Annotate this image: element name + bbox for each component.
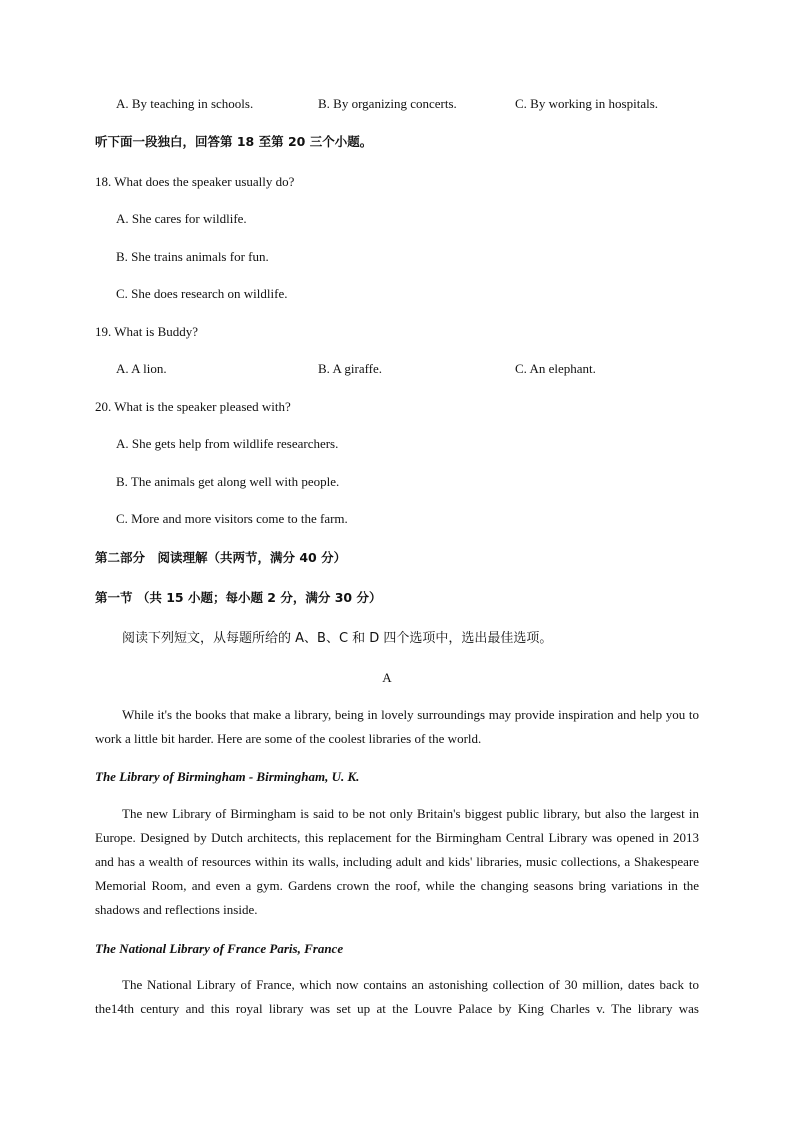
q18-option-b: B. She trains animals for fun. <box>116 249 269 264</box>
q17-option-b: B. By organizing concerts. <box>318 96 457 111</box>
passage-para-birmingham: The new Library of Birmingham is said to be not only Britain's biggest public library, but also the largest in Europe. Designed by Dutch architects, this replacement for the Birmingham Central Library was opened in 2013 and has a wealth of resources within its walls, including adult and kids' libraries, music collections, a Shakespeare Memorial Room, and even a gym. Gardens crown the roof, while the changing seasons bring variations in the shadows and reflections inside. <box>95 806 699 917</box>
q19-question: 19. What is Buddy? <box>95 324 199 339</box>
reading-instruction: 阅读下列短文，从每题所给的 A、B、C 和 D 四个选项中，选出最佳选项。 <box>122 631 553 646</box>
passage-intro: While it's the books that make a library, being in lovely surroundings may provide inspiration and help you to work a little bit harder. Here are some of the coolest libraries of the world. <box>95 707 699 746</box>
part2-title: 第二部分 阅读理解（共两节，满分 40 分） <box>95 550 347 565</box>
section1-title: 第一节 （共 15 小题；每小题 2 分，满分 30 分） <box>95 590 382 605</box>
monologue-instruction: 听下面一段独白，回答第 18 至第 20 三个小题。 <box>95 134 373 149</box>
q20-option-b: B. The animals get along well with people. <box>116 474 340 489</box>
passage-para-france: The National Library of France, which now contains an astonishing collection of 30 million, dates back to the14th century and this royal library was set up at the Louvre Palace by King Charles v. The library was <box>95 977 699 1016</box>
q19-option-b: B. A giraffe. <box>318 361 383 376</box>
q19-option-a: A. A lion. <box>116 361 167 376</box>
q18-option-c: C. She does research on wildlife. <box>116 286 288 301</box>
q20-option-c: C. More and more visitors come to the farm. <box>116 511 348 526</box>
library-heading-france: The National Library of France Paris, France <box>95 941 344 956</box>
q20-option-a: A. She gets help from wildlife researchers. <box>116 436 339 451</box>
q19-option-c: C. An elephant. <box>515 361 596 376</box>
q17-option-c: C. By working in hospitals. <box>515 96 659 111</box>
q17-option-a: A. By teaching in schools. <box>116 96 254 111</box>
library-heading-birmingham: The Library of Birmingham - Birmingham, U. K. <box>95 769 360 784</box>
passage-label: A <box>382 670 392 685</box>
q20-question: 20. What is the speaker pleased with? <box>95 399 291 414</box>
q18-option-a: A. She cares for wildlife. <box>116 211 247 226</box>
q18-question: 18. What does the speaker usually do? <box>95 174 295 189</box>
